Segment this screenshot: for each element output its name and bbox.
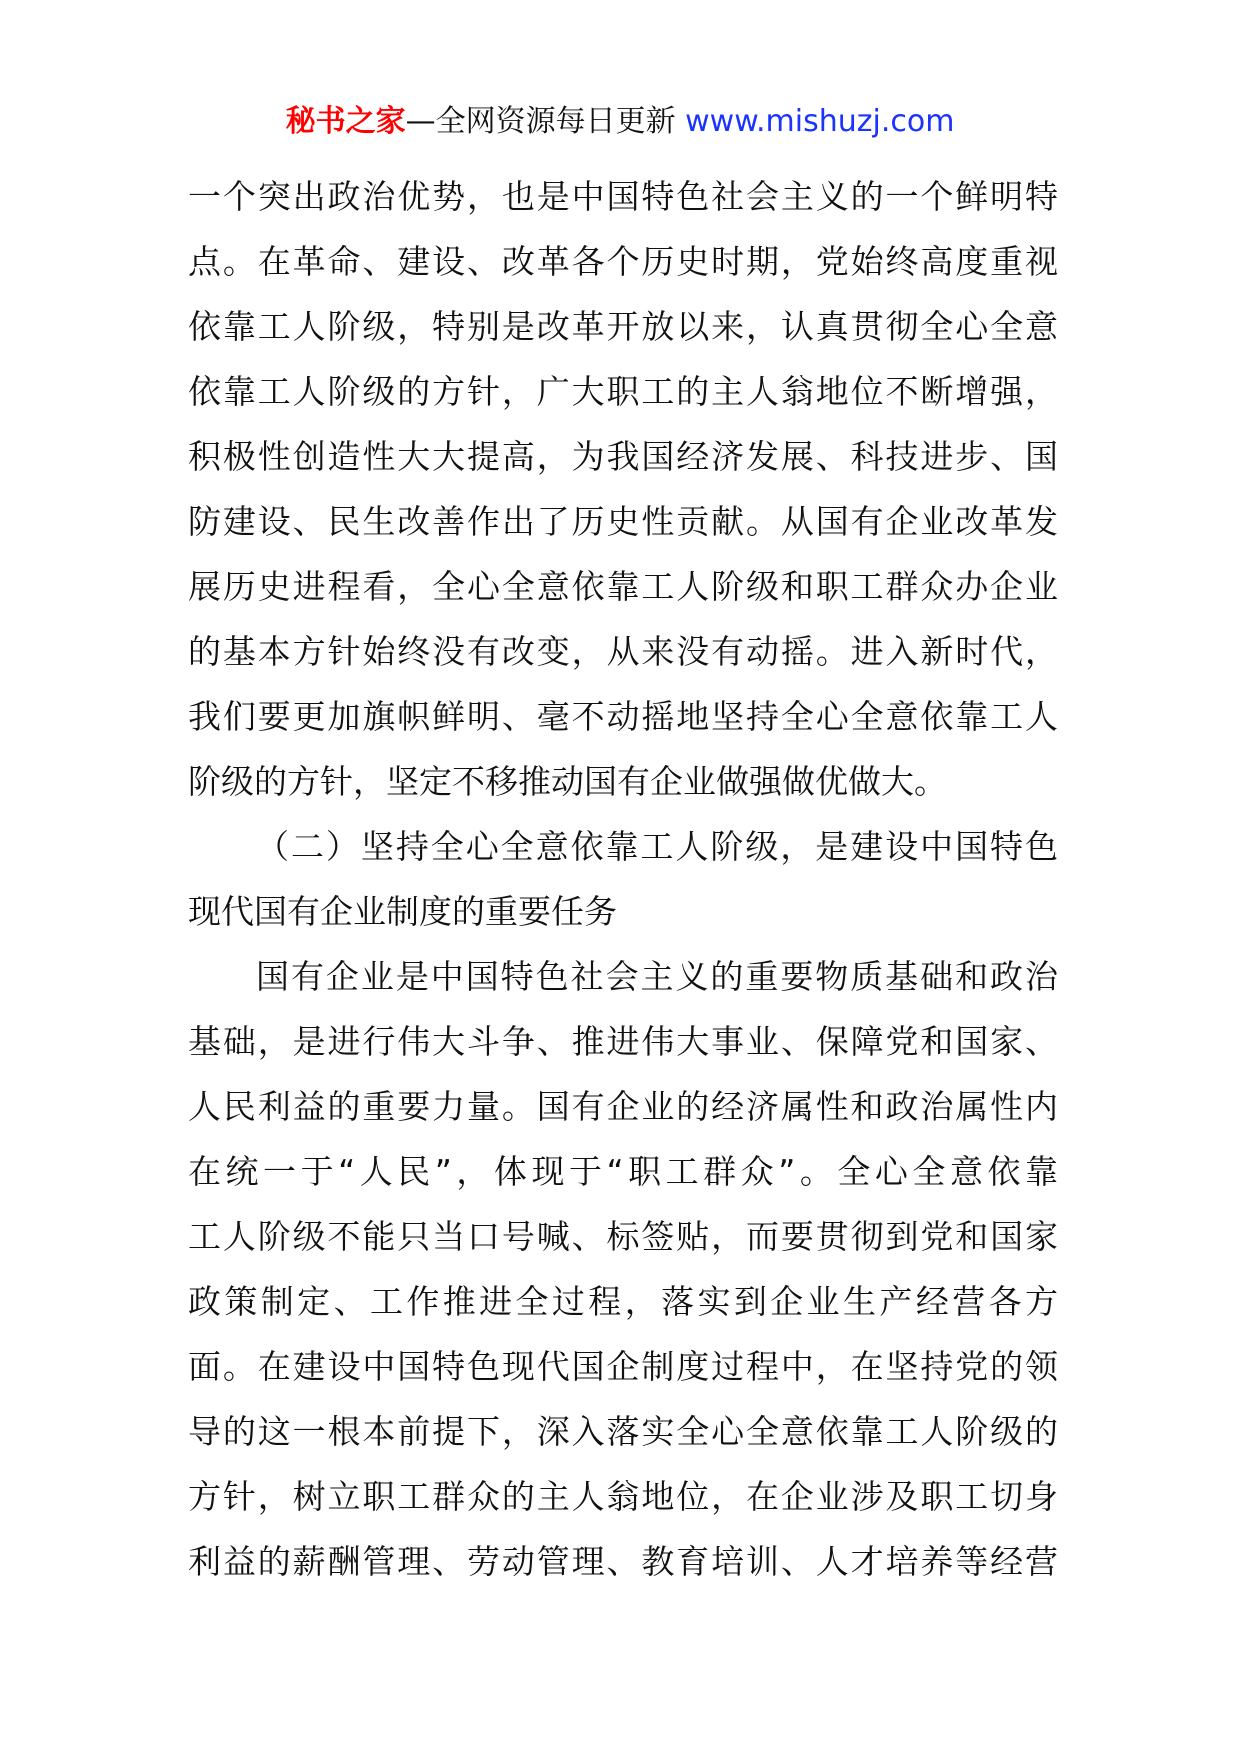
text-line: 导的这一根本前提下，深入落实全心全意依靠工人阶级的 bbox=[188, 1412, 1058, 1451]
page-header bbox=[0, 100, 1240, 144]
text-line: 基础，是进行伟大斗争、推进伟大事业、保障党和国家、 bbox=[188, 1022, 1058, 1061]
header-tagline: —全网资源每日更新 bbox=[405, 104, 676, 139]
text-line: 一个突出政治优势，也是中国特色社会主义的一个鲜明特 bbox=[188, 177, 1058, 216]
text-line: 依靠工人阶级的方针，广大职工的主人翁地位不断增强， bbox=[188, 372, 1058, 411]
text-line: 我们要更加旗帜鲜明、毫不动摇地坚持全心全意依靠工人 bbox=[188, 697, 1058, 736]
text-line: 展历史进程看，全心全意依靠工人阶级和职工群众办企业 bbox=[188, 567, 1058, 606]
text-line: 防建设、民生改善作出了历史性贡献。从国有企业改革发 bbox=[188, 502, 1058, 541]
text-line: 国有企业是中国特色社会主义的重要物质基础和政治 bbox=[256, 957, 1058, 996]
header-url-link[interactable]: www.mishuzj.com bbox=[685, 104, 955, 139]
text-line: 依靠工人阶级，特别是改革开放以来，认真贯彻全心全意 bbox=[188, 307, 1058, 346]
text-line: 面。在建设中国特色现代国企制度过程中，在坚持党的领 bbox=[188, 1347, 1058, 1386]
text-line: 工人阶级不能只当口号喊、标签贴，而要贯彻到党和国家 bbox=[188, 1217, 1058, 1256]
text-line: 积极性创造性大大提高，为我国经济发展、科技进步、国 bbox=[188, 437, 1058, 476]
document-body bbox=[188, 164, 1058, 1594]
section-heading-line: 现代国有企业制度的重要任务 bbox=[188, 892, 617, 931]
header-brand: 秘书之家 bbox=[285, 104, 406, 139]
text-line: 人民利益的重要力量。国有企业的经济属性和政治属性内 bbox=[188, 1087, 1058, 1126]
text-line: 阶级的方针，坚定不移推动国有企业做强做优做大。 bbox=[188, 762, 947, 801]
text-line: 在统一于“人民”，体现于“职工群众”。全心全意依靠 bbox=[188, 1152, 1058, 1191]
section-heading-line: （二）坚持全心全意依靠工人阶级，是建设中国特色 bbox=[256, 827, 1058, 866]
text-line: 点。在革命、建设、改革各个历史时期，党始终高度重视 bbox=[188, 242, 1058, 281]
text-line: 利益的薪酬管理、劳动管理、教育培训、人才培养等经营 bbox=[188, 1542, 1058, 1581]
text-line: 方针，树立职工群众的主人翁地位，在企业涉及职工切身 bbox=[188, 1477, 1058, 1516]
text-line: 的基本方针始终没有改变，从来没有动摇。进入新时代， bbox=[188, 632, 1058, 671]
text-line: 政策制定、工作推进全过程，落实到企业生产经营各方 bbox=[188, 1282, 1058, 1321]
